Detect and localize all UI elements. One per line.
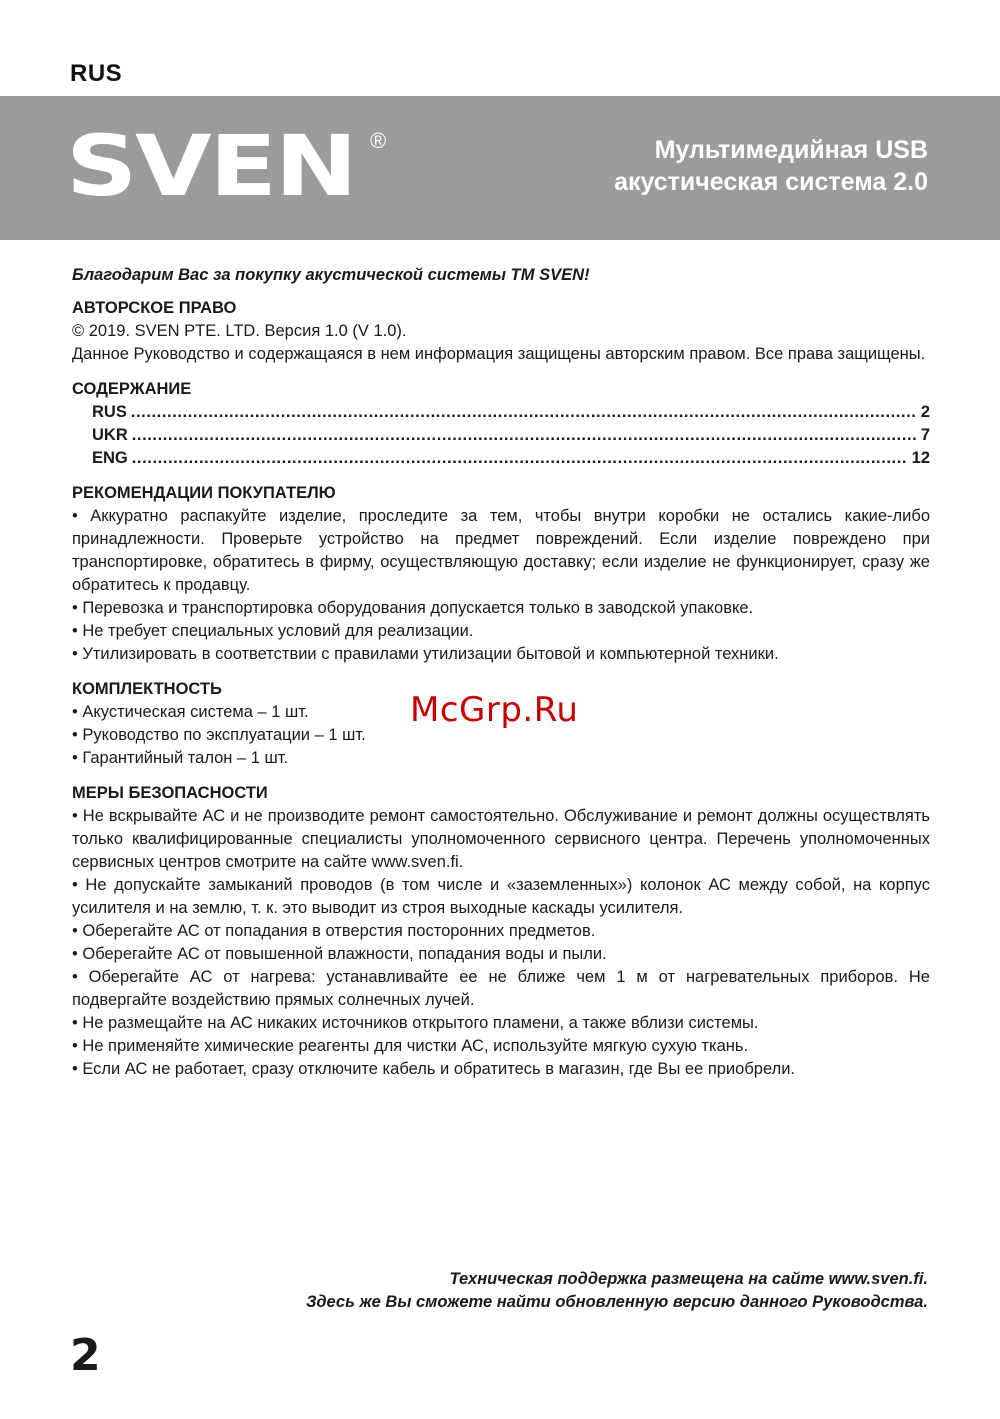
toc-label: UKR: [92, 426, 128, 444]
list-item: • Оберегайте АС от попадания в отверстия посторонних предметов.: [72, 922, 596, 940]
list-item: • Перевозка и транспортировка оборудования допускается только в заводской упаковке.: [72, 599, 754, 617]
recommendations-heading: РЕКОМЕНДАЦИИ ПОКУПАТЕЛЮ: [72, 484, 336, 502]
copyright-notice: Данное Руководство и содержащаяся в нем информация защищены авторским правом. Все права защищены.: [72, 345, 926, 363]
list-item: • Не вскрывайте АС и не производите ремонт самостоятельно. Обслуживание и ремонт должны осуществлять только квалифицированные специалисты уполномоченного сервисного центра. Перечень уполномоченных сервисных центров смотрите на сайте www.sven.fi.: [72, 807, 930, 871]
copyright-section: [72, 297, 930, 366]
toc-row-rus[interactable]: [92, 401, 930, 424]
list-item: • Утилизировать в соответствии с правилами утилизации бытовой и компьютерной техники.: [72, 645, 779, 663]
copyright-line: © 2019. SVEN PTE. LTD. Версия 1.0 (V 1.0).: [72, 322, 407, 340]
toc-row-ukr[interactable]: [92, 424, 930, 447]
main-content: [72, 264, 930, 1093]
list-item: • Если АС не работает, сразу отключите кабель и обратитесь в магазин, где Вы ее приобрели.: [72, 1060, 796, 1078]
footer-line2: Здесь же Вы сможете найти обновленную версию данного Руководства.: [305, 1293, 928, 1311]
toc-page: 12: [911, 449, 930, 467]
language-label: RUS: [70, 60, 123, 87]
list-item: • Аккуратно распакуйте изделие, проследите за тем, чтобы внутри коробки не остались какие-либо принадлежности. Проверьте устройство на предмет повреждений. Если изделие повреждено при транспортировке, обратитесь в фирму, осуществляющую доставку; если изделие не функционирует, сразу же обратитесь к продавцу.: [72, 507, 930, 594]
toc-page: 7: [920, 426, 930, 444]
page-number: 2: [70, 1330, 101, 1381]
contents-heading: СОДЕРЖАНИЕ: [72, 380, 192, 398]
list-item: • Оберегайте АС от повышенной влажности, попадания воды и пыли.: [72, 945, 607, 963]
product-title-line2: акустическая система 2.0: [614, 168, 928, 196]
package-heading: КОМПЛЕКТНОСТЬ: [72, 680, 222, 698]
copyright-heading: АВТОРСКОЕ ПРАВО: [72, 299, 237, 317]
sven-logo: SVEN: [66, 117, 356, 215]
safety-section: [72, 782, 930, 1081]
list-item: • Оберегайте АС от нагрева: устанавливайте ее не ближе чем 1 м от нагревательных приборов. Не подвергайте воздействию прямых солнечных лучей.: [72, 968, 930, 1009]
footer-note: [306, 1268, 928, 1314]
list-item: • Не применяйте химические реагенты для чистки АС, используйте мягкую сухую ткань.: [72, 1037, 749, 1055]
toc-row-eng[interactable]: [92, 447, 930, 470]
toc-label: RUS: [92, 403, 127, 421]
registered-mark: ®: [370, 128, 387, 153]
intro-text: Благодарим Вас за покупку акустической системы ТМ SVEN!: [72, 266, 590, 284]
safety-heading: МЕРЫ БЕЗОПАСНОСТИ: [72, 784, 268, 802]
footer-line1: Техническая поддержка размещена на сайте www.sven.fi.: [449, 1270, 928, 1288]
recommendations-list: [72, 505, 930, 666]
toc-page: 2: [920, 403, 930, 421]
contents-section: [72, 378, 930, 470]
recommendations-section: [72, 482, 930, 666]
list-item: • Руководство по эксплуатации – 1 шт.: [72, 726, 366, 744]
toc-leader: [132, 447, 908, 470]
toc-leader: [132, 424, 917, 447]
list-item: • Не допускайте замыканий проводов (в том числе и «заземленных») колонок АС между собой, на корпус усилителя и на землю, т. к. это выводит из строя выходные каскады усилителя.: [72, 876, 930, 917]
list-item: • Гарантийный талон – 1 шт.: [72, 749, 289, 767]
toc-label: ENG: [92, 449, 128, 467]
safety-list: [72, 805, 930, 1081]
toc-leader: [131, 401, 917, 424]
watermark: McGrp.Ru: [410, 690, 579, 730]
list-item: • Не размещайте на АС никаких источников открытого пламени, а также вблизи системы.: [72, 1014, 759, 1032]
product-title-line1: Мультимедийная USB: [654, 136, 928, 164]
product-title: [614, 134, 928, 198]
list-item: • Акустическая система – 1 шт.: [72, 703, 309, 721]
list-item: • Не требует специальных условий для реализации.: [72, 622, 474, 640]
